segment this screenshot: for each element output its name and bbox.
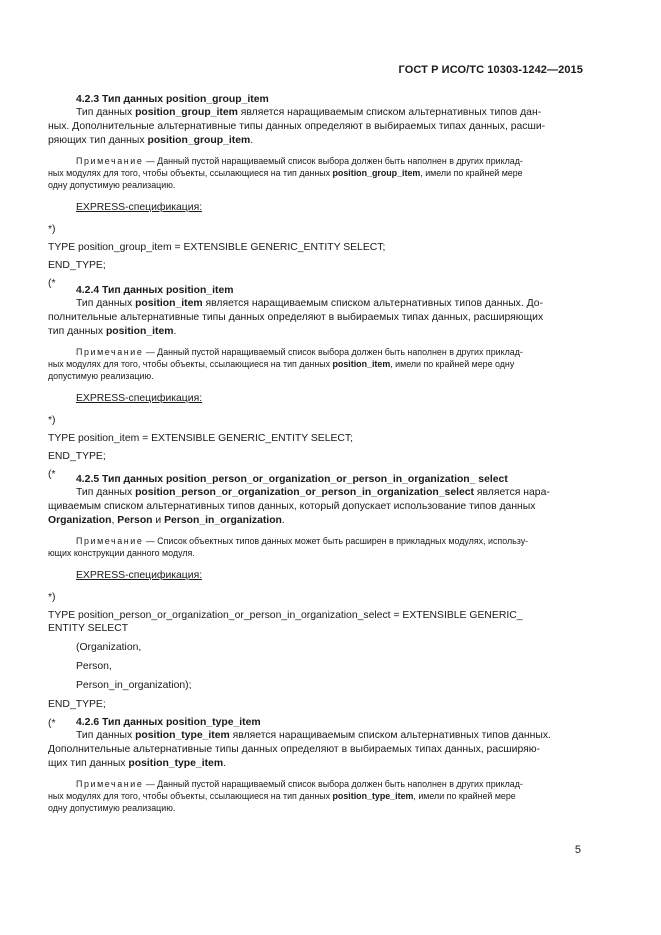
code-line: TYPE position_group_item = EXTENSIBLE GENERIC_ENTITY SELECT; — [48, 242, 386, 253]
section-heading: 4.2.5 Тип данных position_person_or_organization_or_person_in_organization_ select — [76, 474, 508, 485]
code-line: (* — [48, 718, 56, 729]
section-heading: 4.2.4 Тип данных position_item — [76, 285, 234, 296]
section-note: Примечание — Данный пустой наращиваемый список выбора должен быть наполнен в других приклад- — [76, 156, 523, 166]
section-heading: 4.2.6 Тип данных position_type_item — [76, 717, 261, 728]
section-body: Organization, Person и Person_in_organization. — [48, 515, 285, 526]
code-line: *) — [48, 592, 56, 603]
section-4-2-6 — [48, 716, 583, 814]
section-4-2-3 — [48, 93, 583, 290]
section-body: полнительные альтернативные типы данных определяют в выбираемых типах данных, расширяющих — [48, 312, 544, 323]
section-body: Тип данных position_group_item является наращиваемым списком альтернативных типов дан- — [76, 107, 542, 118]
section-body: ных. Дополнительные альтернативные типы данных определяют в выбираемых типах данных, расши- — [48, 121, 546, 132]
section-note: допустимую реализацию. — [48, 371, 154, 381]
code-line: (* — [48, 469, 56, 480]
section-body: щиваемым списком альтернативных типов данных, который допускает использование типов данных — [48, 501, 536, 512]
code-line: TYPE position_person_or_organization_or_person_in_organization_select = EXTENSIBLE GENERIC_ — [48, 610, 523, 621]
section-note: одну допустимую реализацию. — [48, 803, 176, 813]
section-note: Примечание — Список объектных типов данных может быть расширен в прикладных модулях, использу- — [76, 536, 529, 546]
section-note: ных модулях для того, чтобы объекты, ссылающиеся на тип данных position_item, имели по крайней мере одну — [48, 359, 515, 369]
section-note: одну допустимую реализацию. — [48, 180, 176, 190]
code-line: Person_in_organization); — [76, 680, 192, 691]
code-line: *) — [48, 224, 56, 235]
section-4-2-4 — [48, 284, 583, 481]
code-line: TYPE position_item = EXTENSIBLE GENERIC_ENTITY SELECT; — [48, 433, 353, 444]
document-header: ГОСТ Р ИСО/ТС 10303-1242—2015 — [398, 64, 583, 76]
code-line: (Organization, — [76, 642, 142, 653]
section-body: ряющих тип данных position_group_item. — [48, 135, 254, 146]
code-line: (* — [48, 278, 56, 289]
express-label: EXPRESS-спецификация: — [76, 570, 203, 581]
code-line: ENTITY SELECT — [48, 623, 129, 634]
section-body: Тип данных position_person_or_organization_or_person_in_organization_select является нара- — [76, 487, 550, 498]
section-note: ных модулях для того, чтобы объекты, ссылающиеся на тип данных position_type_item, имели по крайней мере — [48, 791, 516, 801]
page-number: 5 — [574, 844, 581, 856]
section-body: Тип данных position_item является наращиваемым списком альтернативных типов данных. До- — [76, 298, 544, 309]
code-line: END_TYPE; — [48, 699, 106, 710]
section-note: Примечание — Данный пустой наращиваемый список выбора должен быть наполнен в других приклад- — [76, 779, 523, 789]
section-body: тип данных position_item. — [48, 326, 177, 337]
section-note: ющих конструкции данного модуля. — [48, 548, 195, 558]
section-heading: 4.2.3 Тип данных position_group_item — [76, 94, 269, 105]
express-label: EXPRESS-спецификация: — [76, 202, 203, 213]
section-4-2-5 — [48, 473, 583, 730]
section-note: ных модулях для того, чтобы объекты, ссылающиеся на тип данных position_group_item, имели по крайней мере — [48, 168, 523, 178]
section-body: Дополнительные альтернативные типы данных определяют в выбираемых типах данных, расширяю- — [48, 744, 540, 755]
section-body: щих тип данных position_type_item. — [48, 758, 226, 769]
code-line: *) — [48, 415, 56, 426]
code-line: Person, — [76, 661, 112, 672]
section-note: Примечание — Данный пустой наращиваемый список выбора должен быть наполнен в других приклад- — [76, 347, 523, 357]
code-line: END_TYPE; — [48, 260, 106, 271]
code-line: END_TYPE; — [48, 451, 106, 462]
section-body: Тип данных position_type_item является наращиваемым списком альтернативных типов данных. — [76, 730, 551, 741]
express-label: EXPRESS-спецификация: — [76, 393, 203, 404]
